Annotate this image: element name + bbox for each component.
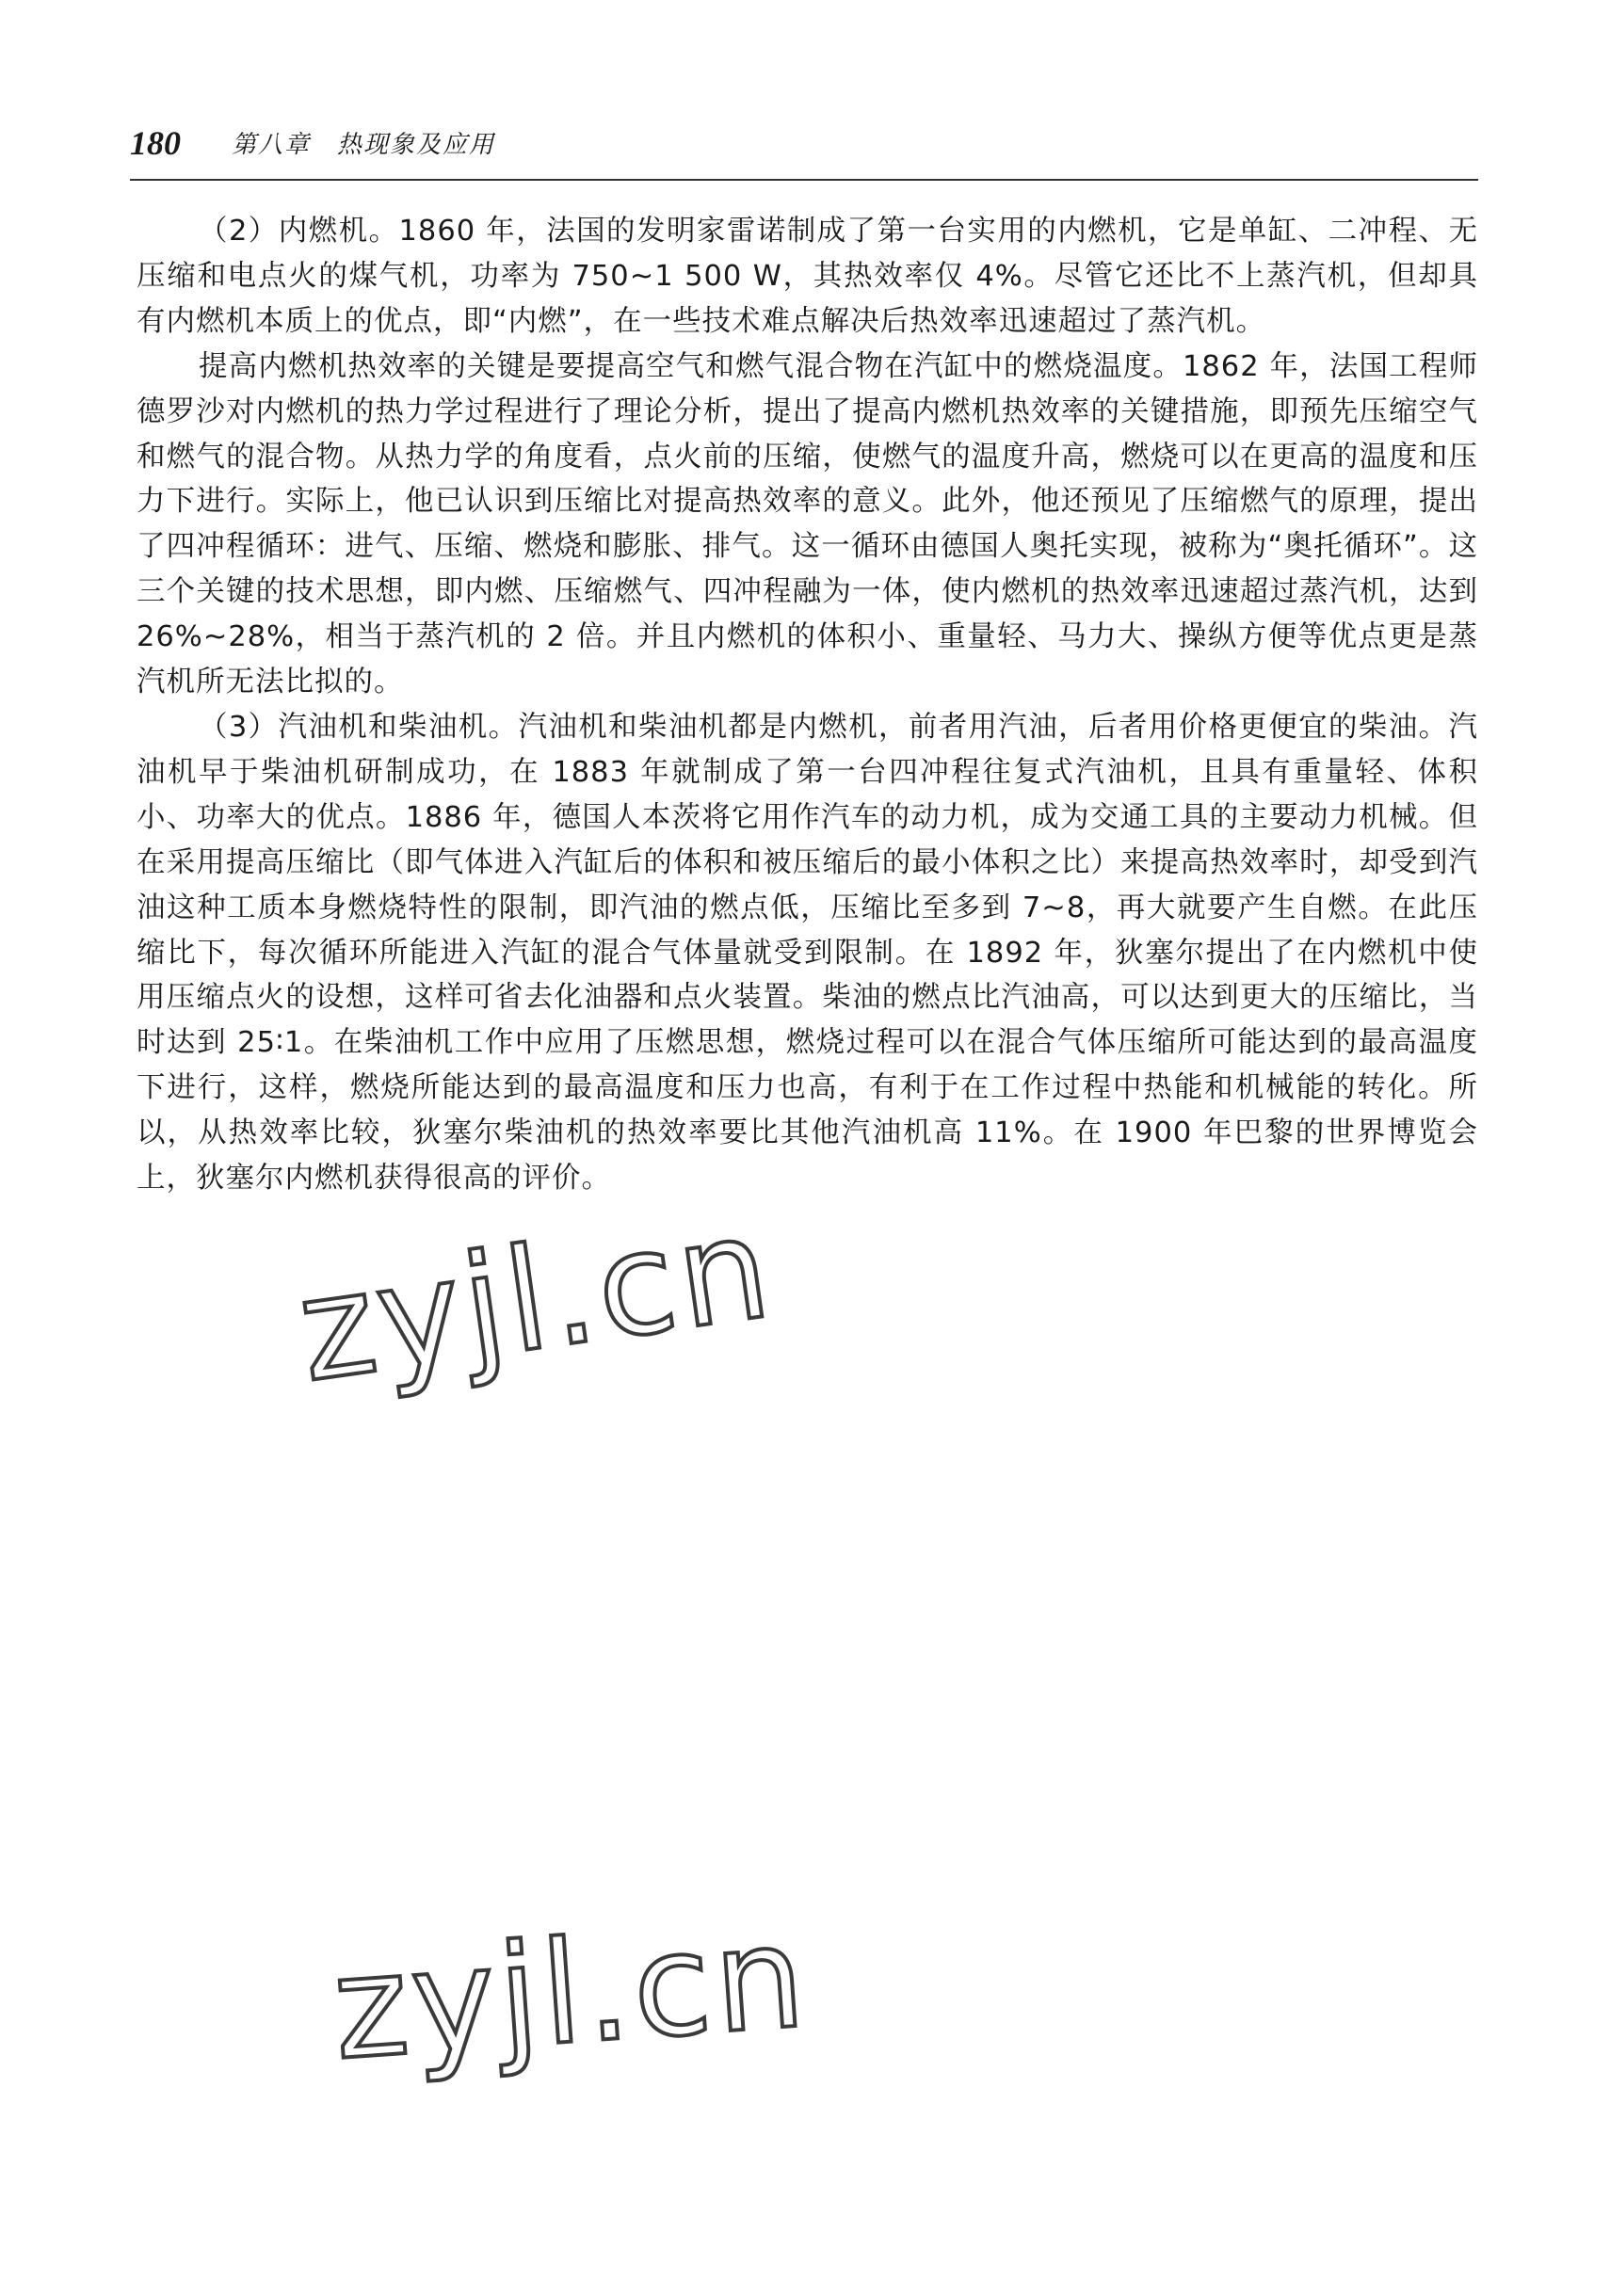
chapter-title: 第八章 热现象及应用 xyxy=(232,131,496,159)
paragraph-internal-combustion-engine: （2）内燃机。1860 年，法国的发明家雷诺制成了第一台实用的内燃机，它是单缸、二冲程、无压缩和电点火的煤气机，功率为 750~1 500 W，其热效率仅 4%。尽管它还比不上蒸汽机，但却具有内燃机本质上的优点，即“内燃”，在一些技术难点解决后热效率迅速超过了蒸汽机。 xyxy=(137,215,1478,338)
body-text xyxy=(137,209,1478,1201)
page-number: 180 xyxy=(130,124,181,162)
watermark: zyjl.cn xyxy=(328,1895,813,2092)
paragraph-gasoline-diesel-engines: （3）汽油机和柴油机。汽油机和柴油机都是内燃机，前者用汽油，后者用价格更便宜的柴油。汽油机早于柴油机研制成功，在 1883 年就制成了第一台四冲程往复式汽油机，且具有重量轻、体积小、功率大的优点。1886 年，德国人本茨将它用作汽车的动力机，成为交通工具的主要动力机械。但在采用提高压缩比（即气体进入汽缸后的体积和被压缩后的最小体积之比）来提高热效率时，却受到汽油这种工质本身燃烧特性的限制，即汽油的燃点低，压缩比至多到 7~8，再大就要产生自燃。在此压缩比下，每次循环所能进入汽缸的混合气体量就受到限制。在 1892 年，狄塞尔提出了在内燃机中使用压缩点火的设想，这样可省去化油器和点火装置。柴油的燃点比汽油高，可以达到更大的压缩比，当时达到 25∶1。在柴油机工作中应用了压燃思想，燃烧过程可以在混合气体压缩所可能达到的最高温度下进行，这样，燃烧所能达到的最高温度和压力也高，有利于在工作过程中热能和机械能的转化。所以，从热效率比较，狄塞尔柴油机的热效率要比其他汽油机高 11%。在 1900 年巴黎的世界博览会上，狄塞尔内燃机获得很高的评价。 xyxy=(137,710,1478,1196)
watermark: zyjl.cn xyxy=(289,1185,782,1414)
paragraph-thermal-efficiency: 提高内燃机热效率的关键是要提高空气和燃气混合物在汽缸中的燃烧温度。1862 年，法国工程师德罗沙对内燃机的热力学过程进行了理论分析，提出了提高内燃机热效率的关键措施，即预先压缩空气和燃气的混合物。从热力学的角度看，点火前的压缩，使燃气的温度升高，燃烧可以在更高的温度和压力下进行。实际上，他已认识到压缩比对提高热效率的意义。此外，他还预见了压缩燃气的原理，提出了四冲程循环：进气、压缩、燃烧和膨胀、排气。这一循环由德国人奥托实现，被称为“奥托循环”。这三个关键的技术思想，即内燃、压缩燃气、四冲程融为一体，使内燃机的热效率迅速超过蒸汽机，达到 26%~28%，相当于蒸汽机的 2 倍。并且内燃机的体积小、重量轻、马力大、操纵方便等优点更是蒸汽机所无法比拟的。 xyxy=(137,349,1478,699)
page-header xyxy=(130,120,1478,181)
